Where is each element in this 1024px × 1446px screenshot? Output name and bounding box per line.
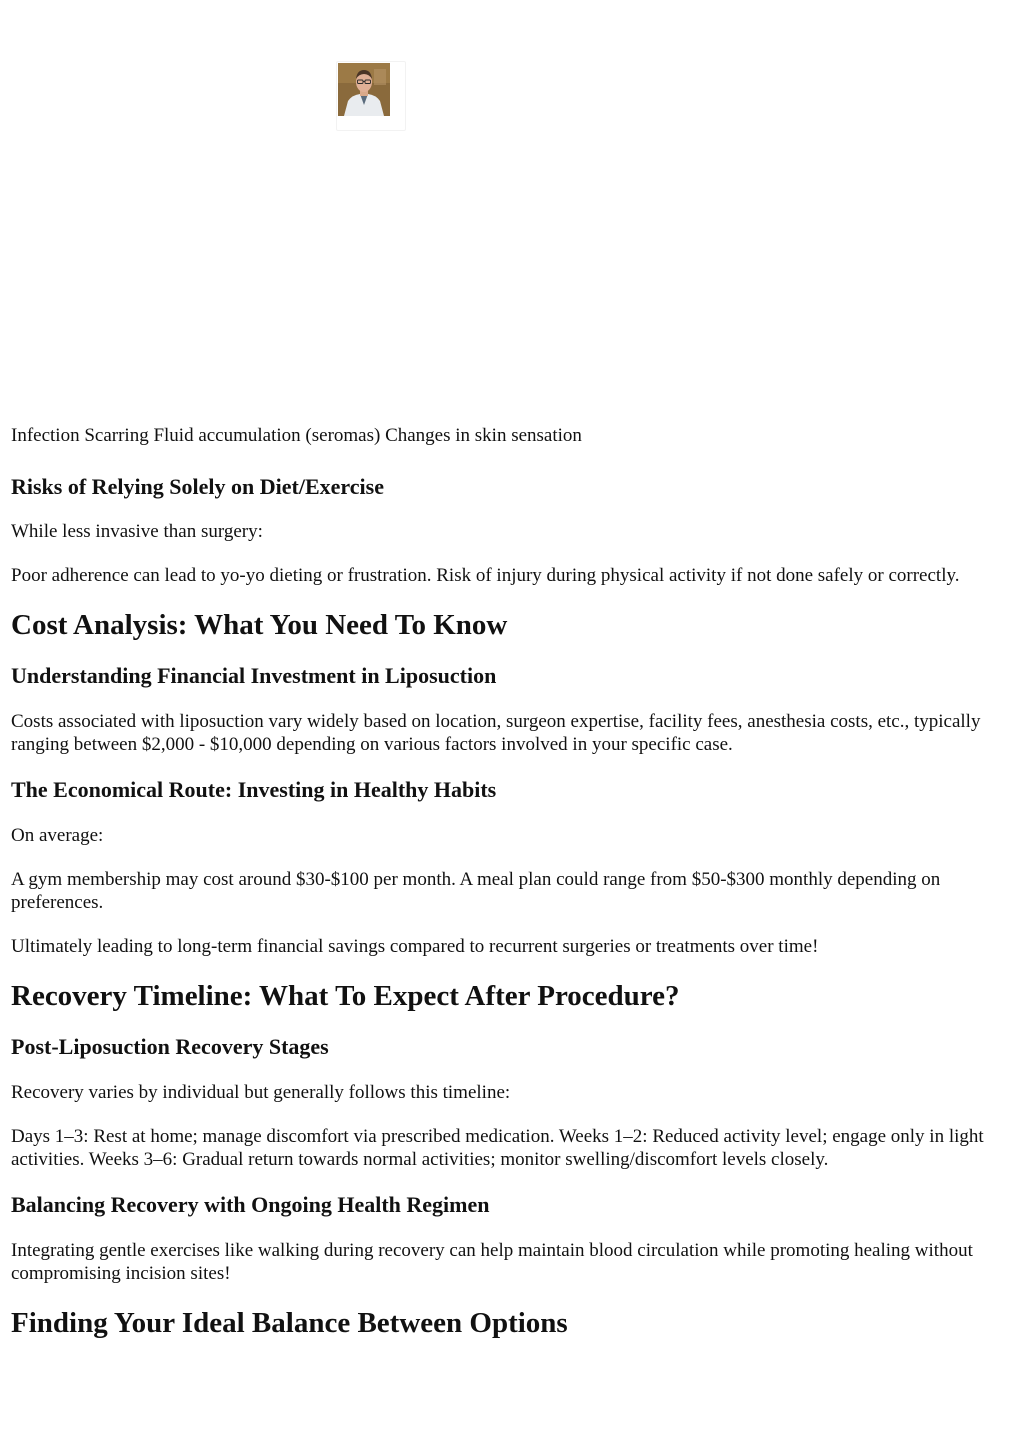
diet-risks-heading: Risks of Relying Solely on Diet/Exercise bbox=[11, 474, 384, 499]
liposuction-cost-heading: Understanding Financial Investment in Liposuction bbox=[11, 663, 497, 688]
diet-risks-intro: While less invasive than surgery: bbox=[11, 521, 263, 542]
person-photo-icon bbox=[338, 63, 390, 116]
article-content bbox=[11, 424, 1006, 1361]
cost-analysis-heading: Cost Analysis: What You Need To Know bbox=[11, 609, 508, 641]
ideal-balance-heading: Finding Your Ideal Balance Between Options bbox=[11, 1307, 568, 1339]
balancing-recovery-heading: Balancing Recovery with Ongoing Health Regimen bbox=[11, 1192, 490, 1217]
diet-risks-body: Poor adherence can lead to yo-yo dieting or frustration. Risk of injury during physical activity if not done safely or correctly. bbox=[11, 565, 960, 586]
recovery-timeline-heading: Recovery Timeline: What To Expect After Procedure? bbox=[11, 980, 680, 1012]
recovery-stages-heading: Post-Liposuction Recovery Stages bbox=[11, 1034, 329, 1059]
liposuction-cost-body: Costs associated with liposuction vary widely based on location, surgeon expertise, facility fees, anesthesia costs, etc., typically ranging between $2,000 - $10,000 depending on various factors involved in your specific case. bbox=[11, 711, 981, 755]
balancing-recovery-body: Integrating gentle exercises like walking during recovery can help maintain blood circulation while promoting healing without compromising incision sites! bbox=[11, 1240, 973, 1284]
author-photo-frame bbox=[336, 61, 406, 131]
recovery-stages-body: Days 1–3: Rest at home; manage discomfort via prescribed medication. Weeks 1–2: Reduced activity level; engage only in light activities. Weeks 3–6: Gradual return towards normal activities; monitor swelling/discomfort levels closely. bbox=[11, 1126, 984, 1170]
healthy-habits-intro: On average: bbox=[11, 825, 104, 846]
healthy-habits-heading: The Economical Route: Investing in Healthy Habits bbox=[11, 777, 497, 802]
risks-list-text: Infection Scarring Fluid accumulation (seromas) Changes in skin sensation bbox=[11, 425, 582, 446]
healthy-habits-body: A gym membership may cost around $30-$100 per month. A meal plan could range from $50-$300 monthly depending on preferences. bbox=[11, 869, 941, 913]
recovery-stages-intro: Recovery varies by individual but generally follows this timeline: bbox=[11, 1082, 511, 1103]
healthy-habits-conclusion: Ultimately leading to long-term financial savings compared to recurrent surgeries or treatments over time! bbox=[11, 936, 819, 957]
